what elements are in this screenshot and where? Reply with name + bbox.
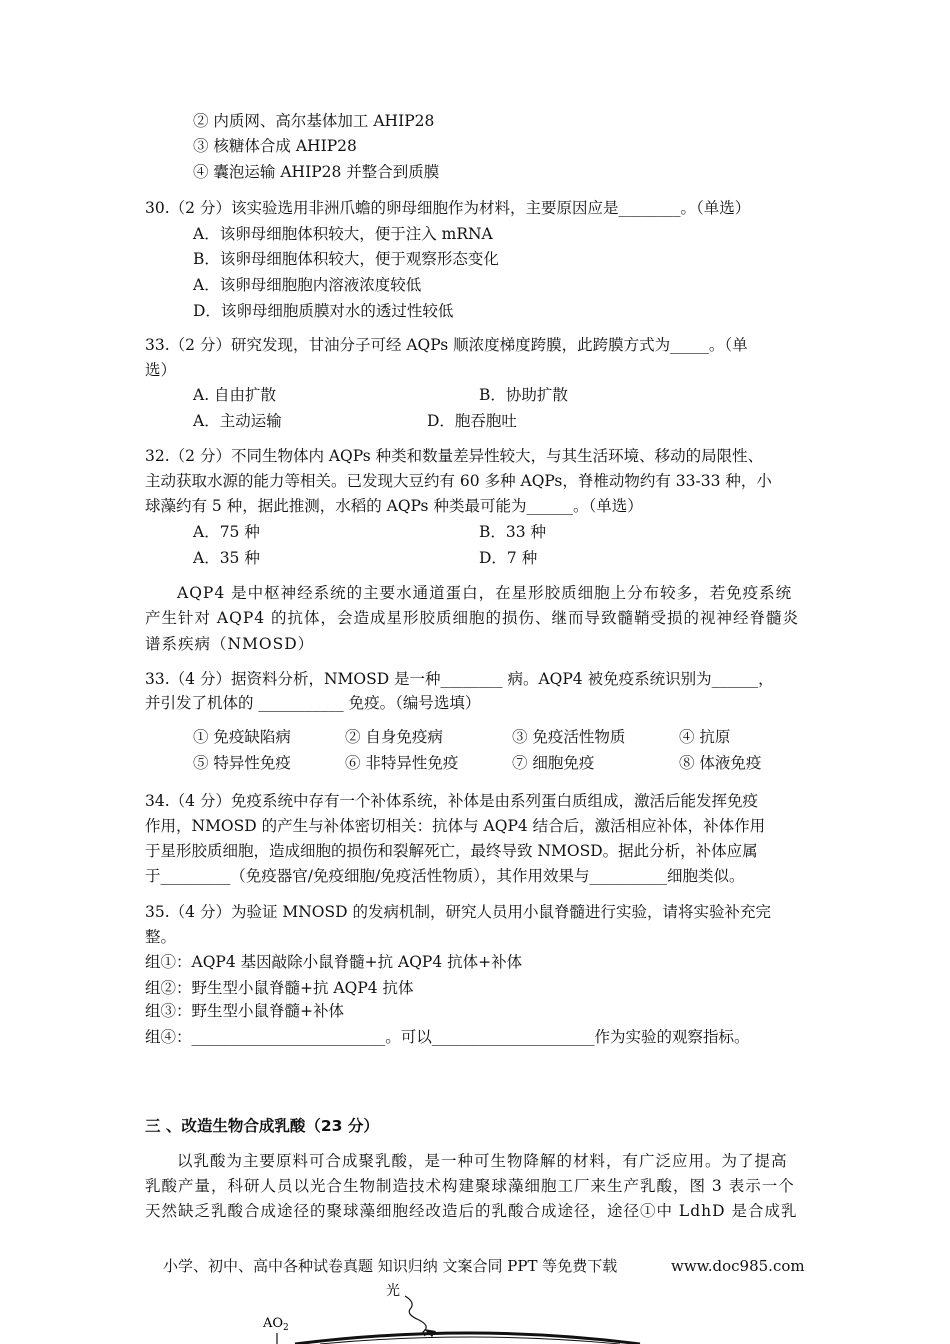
light-wave-icon bbox=[405, 1296, 426, 1336]
q33b-option: ⑧ 体液免疫 bbox=[679, 754, 762, 772]
q33b-option: ③ 免疫活性物质 bbox=[512, 728, 626, 746]
experiment-group: 组①：AQP4 基因敲除小鼠脊髓+抗 AQP4 抗体+补体 bbox=[145, 953, 523, 971]
q30-option: A．该卵母细胞体积较大，便于注入 mRNA bbox=[193, 225, 493, 243]
question-30-stem: 30.（2 分）该实验选用非洲爪蟾的卵母细胞作为材料，主要原因应是________。（单选） bbox=[145, 199, 751, 217]
question-33a-stem: 33.（2 分）研究发现，甘油分子可经 AQPs 顺浓度梯度跨膜，此跨膜方式为_____。（单 bbox=[145, 336, 748, 354]
question-35-stem-cont: 整。 bbox=[145, 928, 177, 946]
passage-line: 产生针对 AQP4 的抗体，会造成星形胶质细胞的损伤、继而导致髓鞘受损的视神经脊髓炎 bbox=[145, 609, 800, 627]
list-item: ④ 囊泡运输 AHIP28 并整合到质膜 bbox=[193, 163, 440, 181]
q33b-option: ⑤ 特异性免疫 bbox=[193, 754, 291, 772]
question-35-stem: 35.（4 分）为验证 MNOSD 的发病机制，研究人员用小鼠脊髓进行实验，请将实验补充完 bbox=[145, 903, 771, 921]
question-34-line: 34.（4 分）免疫系统中存有一个补体系统，补体是由系列蛋白质组成，激活后能发挥免疫 bbox=[145, 792, 758, 810]
passage-line: 以乳酸为主要原料可合成聚乳酸，是一种可生物降解的材料，有广泛应用。为了提高 bbox=[177, 1152, 788, 1170]
passage-line: 天然缺乏乳酸合成途径的聚球藻细胞经改造后的乳酸合成途径，途径①中 LdhD 是合成乳 bbox=[145, 1202, 798, 1220]
question-34-line: 于星形胶质细胞，造成细胞的损伤和裂解死亡，最终导致 NMOSD。据此分析，补体应属 bbox=[145, 842, 758, 860]
footer-text: 小学、初中、高中各种试卷真题 知识归纳 文案合同 PPT 等免费下载 bbox=[163, 1257, 618, 1275]
question-32-stem: 32.（2 分）不同生物体内 AQPs 种类和数量差异性较大，与其生活环境、移动的局限性、 bbox=[145, 447, 764, 465]
q33b-option: ⑥ 非特异性免疫 bbox=[345, 754, 459, 772]
q32-option: D．7 种 bbox=[479, 549, 538, 567]
section-title: 三 、改造生物合成乳酸（23 分） bbox=[145, 1117, 379, 1135]
experiment-group: 组③：野生型小鼠脊髓+补体 bbox=[145, 1002, 344, 1020]
question-32-stem-cont: 主动获取水源的能力等相关。已发现大豆约有 60 多种 AQPs，脊椎动物约有 33-33 种，小 bbox=[145, 472, 772, 490]
q33b-option: ④ 抗原 bbox=[679, 728, 731, 746]
passage-line: 乳酸产量，科研人员以光合生物制造技术构建聚球藻细胞工厂来生产乳酸，图 3 表示一个 bbox=[145, 1177, 795, 1195]
cell-outer-membrane bbox=[295, 1333, 640, 1344]
question-33b-stem-cont: 并引发了机体的 ___________ 免疫。（编号选填） bbox=[145, 694, 481, 712]
co2-label: $AO_2$ bbox=[263, 1316, 289, 1333]
list-item: ③ 核糖体合成 AHIP28 bbox=[193, 137, 357, 155]
question-34-line: 于_________（免疫器官/免疫细胞/免疫活性物质），其作用效果与__________细胞类似。 bbox=[145, 867, 745, 885]
q33b-option: ⑦ 细胞免疫 bbox=[512, 754, 595, 772]
q30-option: A．该卵母细胞胞内溶液浓度较低 bbox=[193, 276, 422, 294]
footer-url: www.doc985.com bbox=[671, 1257, 805, 1275]
q30-option: D．该卵母细胞质膜对水的透过性较低 bbox=[193, 302, 454, 320]
q33b-option: ② 自身免疫病 bbox=[345, 728, 443, 746]
question-32-stem-cont: 球藻约有 5 种，据此推测，水稻的 AQPs 种类最可能为______。（单选） bbox=[145, 497, 643, 515]
list-item: ② 内质网、高尔基体加工 AHIP28 bbox=[193, 112, 435, 130]
q32-option: A．35 种 bbox=[193, 549, 260, 567]
passage-line: 谱系疾病（NMOSD） bbox=[145, 635, 315, 653]
q33b-option: ① 免疫缺陷病 bbox=[193, 728, 291, 746]
q32-option: A．75 种 bbox=[193, 523, 260, 541]
q33a-option: B．协助扩散 bbox=[479, 386, 568, 404]
experiment-group: 组④：_________________________。可以_____________________作为实验的观察指标。 bbox=[145, 1028, 750, 1046]
q33a-option: D．胞吞胞吐 bbox=[427, 412, 517, 430]
q33a-option: A. 自由扩散 bbox=[193, 386, 277, 404]
experiment-group: 组②：野生型小鼠脊髓+抗 AQP4 抗体 bbox=[145, 979, 414, 997]
q32-option: B．33 种 bbox=[479, 523, 547, 541]
question-33b-stem: 33.（4 分）据资料分析，NMOSD 是一种________ 病。AQP4 被免疫系统识别为______， bbox=[145, 670, 774, 688]
passage-line: AQP4 是中枢神经系统的主要水通道蛋白，在星形胶质细胞上分布较多，若免疫系统 bbox=[177, 584, 793, 602]
q33a-option: A．主动运输 bbox=[193, 412, 282, 430]
question-33a-stem-cont: 选） bbox=[145, 361, 177, 379]
light-label: 光 bbox=[386, 1283, 400, 1299]
q30-option: B．该卵母细胞体积较大，便于观察形态变化 bbox=[193, 250, 499, 268]
question-34-line: 作用，NMOSD 的产生与补体密切相关：抗体与 AQP4 结合后，激活相应补体，补体作用 bbox=[145, 817, 766, 835]
